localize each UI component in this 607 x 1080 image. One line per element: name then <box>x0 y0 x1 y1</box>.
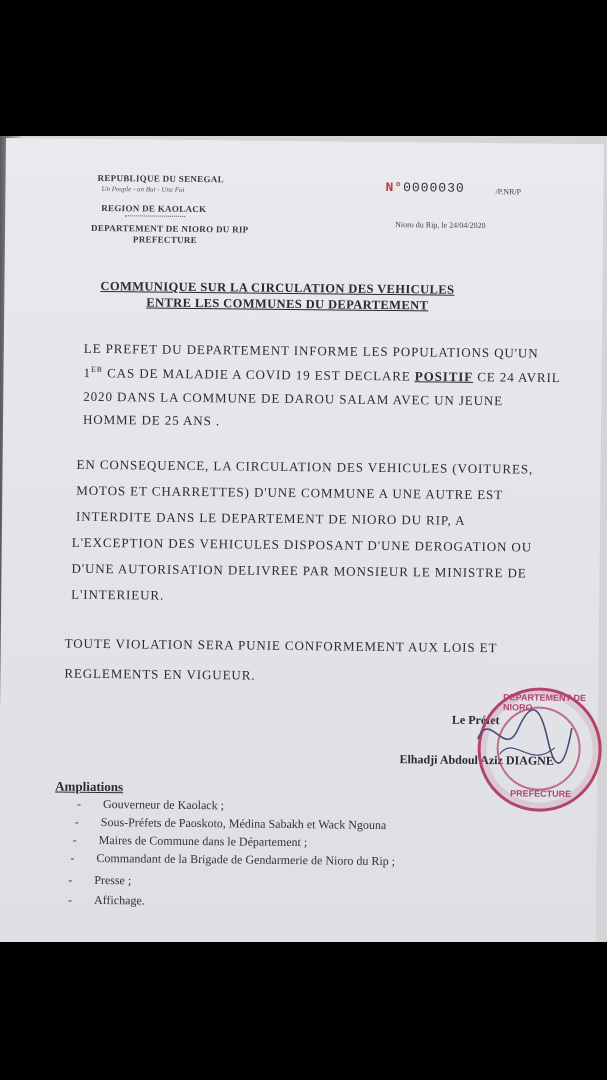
communique-title-line1: COMMUNIQUE SUR LA CIRCULATION DES VEHICULES <box>100 278 455 297</box>
ampliation-item: - Sous-Préfets de Paoskoto, Médina Sabakh et Wack Ngouna <box>74 814 387 833</box>
para2-line4: L'EXCEPTION DES VEHICULES DISPOSANT D'UNE DEROGATION OU <box>71 534 533 555</box>
signature-name: Elhadji Abdoul Aziz DIAGNE <box>399 752 554 768</box>
para1-line1: LE PREFET DU DEPARTEMENT INFORME LES POPULATIONS QU'UN <box>83 340 539 361</box>
header-divider <box>125 215 185 217</box>
para3-line1: TOUTE VIOLATION SERA PUNIE CONFORMEMENT AUX LOIS ET <box>64 635 498 656</box>
stamp-bottom-text: PREFECTURE <box>510 788 572 799</box>
ampliation-item: - Gouverneur de Kaolack ; <box>76 796 225 813</box>
header-motto: Un Peuple - un But - Une Foi <box>101 185 185 194</box>
para1-line4: HOMME DE 25 ANS . <box>82 411 221 429</box>
number-suffix: /P.NR/P <box>495 187 522 197</box>
stamp-top-text: DEPARTEMENT DE NIORO <box>503 692 587 713</box>
ampliation-item: - Presse ; <box>68 872 132 888</box>
document-page <box>0 138 604 942</box>
ampliation-item: - Maires de Commune dans le Département ; <box>72 832 308 850</box>
para1-line2-text: CAS DE MALADIE A COVID 19 EST DECLARE <box>102 365 415 384</box>
para1-ordinal-sup: ER <box>90 364 104 375</box>
header-republic: REPUBLIQUE DU SENEGAL <box>97 172 224 185</box>
para2-line5: D'UNE AUTORISATION DELIVREE PAR MONSIEUR LE MINISTRE DE <box>71 560 527 581</box>
place-date: Nioro du Rip, le 24/04/2020 <box>395 220 486 231</box>
para2-line1: EN CONSEQUENCE, LA CIRCULATION DES VEHICULES (VOITURES, <box>76 456 534 477</box>
header-department: DEPARTEMENT DE NIORO DU RIP <box>91 222 249 235</box>
number-prefix: N° <box>385 179 404 196</box>
document-number <box>385 180 464 196</box>
number-value: 0000030 <box>403 180 465 196</box>
ampliations-title: Ampliations <box>55 778 124 795</box>
para1-line2 <box>83 365 560 386</box>
para1-line2-end: CE 24 AVRIL <box>473 369 561 386</box>
para2-line6: L'INTERIEUR. <box>71 586 165 603</box>
header-region: REGION DE KAOLACK <box>101 203 207 215</box>
ampliation-item: - Commandant de la Brigade de Gendarmerie de Nioro du Rip ; <box>70 850 396 869</box>
document-photo <box>0 136 607 942</box>
ampliation-item: - Affichage. <box>67 892 145 908</box>
communique-title-line2: ENTRE LES COMMUNES DU DEPARTEMENT <box>146 295 429 313</box>
para1-positif: POSITIF <box>414 368 474 385</box>
header-prefecture: PREFECTURE <box>132 234 198 246</box>
para1-ordinal: 1 <box>83 365 92 381</box>
para2-line2: MOTOS ET CHARRETTES) D'UNE COMMUNE A UNE AUTRE EST <box>76 482 504 503</box>
signature-scribble <box>469 699 580 780</box>
para3-line2: REGLEMENTS EN VIGUEUR. <box>64 665 256 683</box>
signature-role: Le Préfet <box>451 712 500 728</box>
para2-line3: INTERDITE DANS LE DEPARTEMENT DE NIORO DU RIP, A <box>75 508 466 528</box>
para1-line3: 2020 DANS LA COMMUNE DE DAROU SALAM AVEC UN JEUNE <box>83 388 504 409</box>
